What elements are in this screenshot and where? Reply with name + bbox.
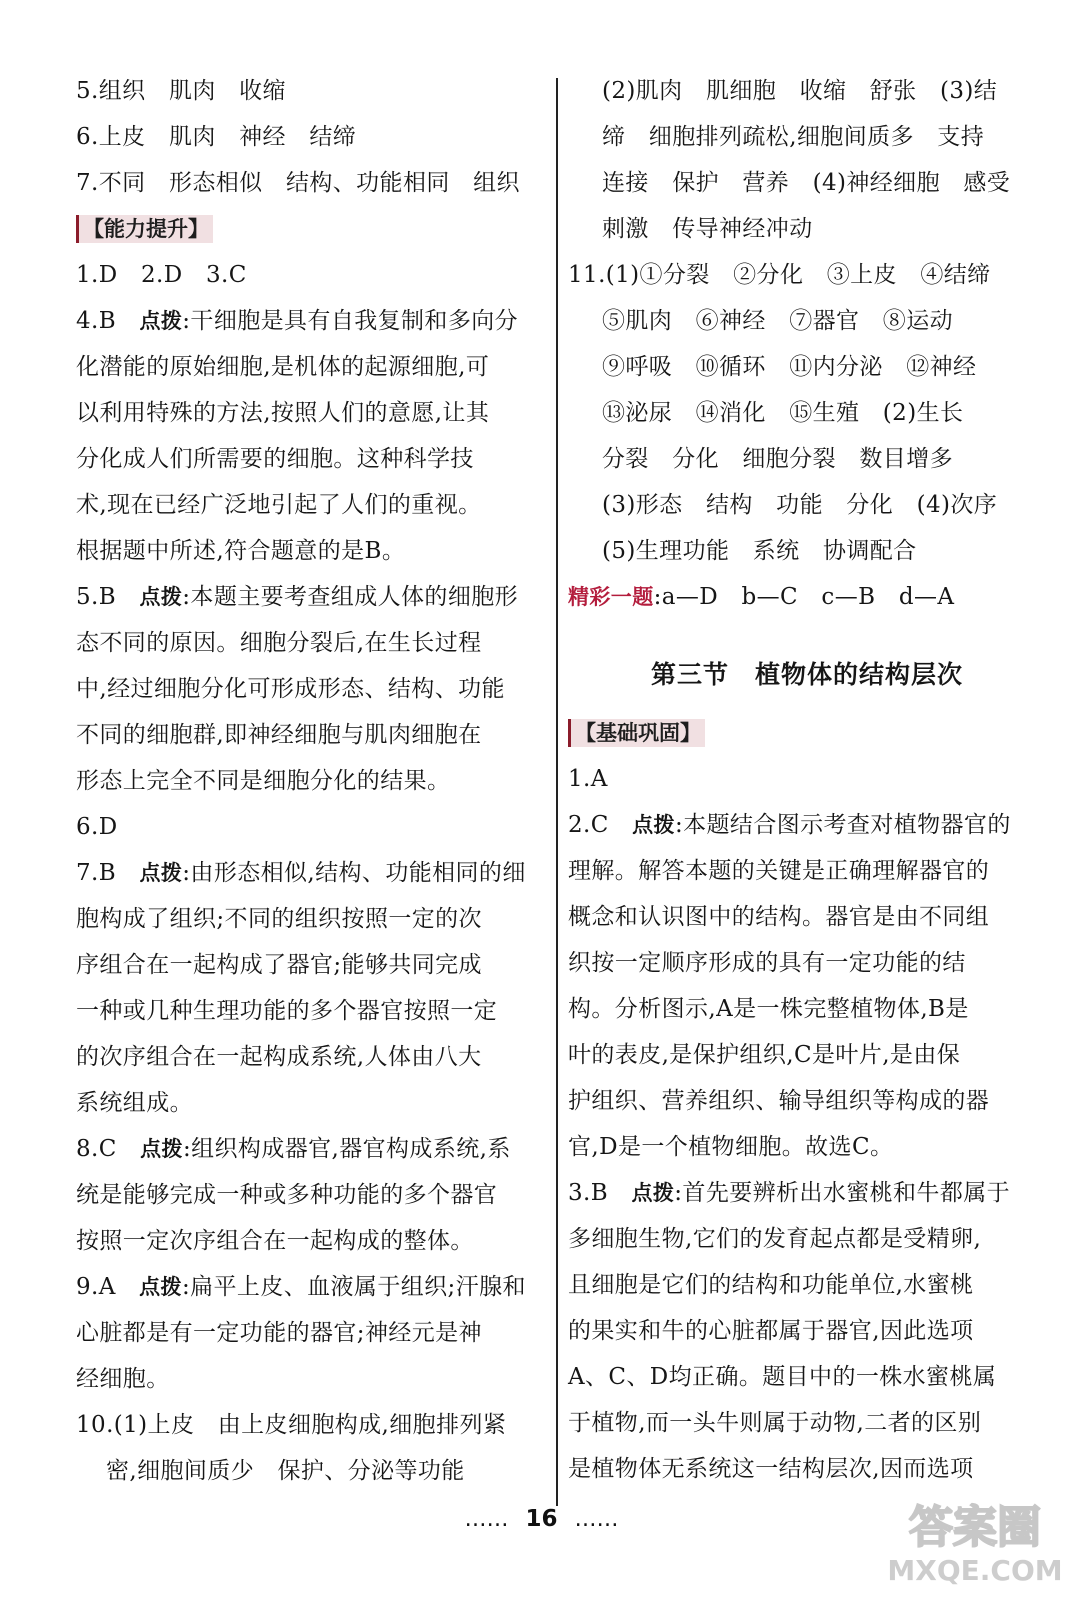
answer-line: 化潜能的原始细胞,是机体的起源细胞,可: [76, 354, 490, 380]
answer-line: 6.D: [76, 814, 118, 840]
answer-line: 按照一定次序组合在一起构成的整体。: [76, 1228, 474, 1254]
answer-line: 形态上完全不同是细胞分化的结果。: [76, 768, 451, 794]
answer-line: 7.不同 形态相似 结构、功能相同 组织: [76, 170, 520, 196]
answer-line: 经细胞。: [76, 1366, 170, 1392]
answer-line: [76, 1126, 546, 1172]
answer-line: 理解。解答本题的关键是正确理解器官的: [568, 858, 990, 884]
answer-line: [76, 850, 546, 896]
answer-line: 根据题中所述,符合题意的是B。: [76, 538, 406, 564]
answer-line: 10.(1)上皮 由上皮细胞构成,细胞排列紧: [76, 1412, 507, 1438]
answer-line: 11.(1)①分裂 ②分化 ③上皮 ④结缔: [568, 262, 991, 288]
line-text: 9.A: [76, 1274, 140, 1300]
line-text: :本题结合图示考查对植物器官的: [674, 812, 1011, 838]
answer-line: 5.组织 肌肉 收缩: [76, 78, 286, 104]
line-text: 5.B: [76, 584, 140, 610]
hint-label: 点拨: [139, 309, 183, 333]
hint-label: 点拨: [631, 1181, 675, 1205]
left-column: [76, 68, 546, 1494]
answer-line: 官,D是一个植物细胞。故选C。: [568, 1134, 894, 1160]
answer-line: [76, 574, 546, 620]
answer-line: 胞构成了组织;不同的组织按照一定的次: [76, 906, 482, 932]
answer-line: 不同的细胞群,即神经细胞与肌肉细胞在: [76, 722, 482, 748]
footer-dots-right: ……: [574, 1507, 619, 1532]
answer-line: 构。分析图示,A是一株完整植物体,B是: [568, 996, 969, 1022]
answer-line: (2)肌肉 肌细胞 收缩 舒张 (3)结: [602, 78, 998, 104]
hint-label: 点拨: [139, 1275, 182, 1299]
hint-label: 点拨: [140, 1137, 183, 1161]
answer-line: 统是能够完成一种或多种功能的多个器官: [76, 1182, 498, 1208]
answer-line: 一种或几种生理功能的多个器官按照一定: [76, 998, 498, 1024]
section-tag: [568, 710, 1046, 756]
answer-line: 的次序组合在一起构成系统,人体由八大: [76, 1044, 482, 1070]
answer-line: 织按一定顺序形成的具有一定功能的结: [568, 950, 966, 976]
answer-line: 中,经过细胞分化可形成形态、结构、功能: [76, 676, 505, 702]
answer-line: 密,细胞间质少 保护、分泌等功能: [106, 1458, 465, 1484]
answer-line: 的果实和牛的心脏都属于器官,因此选项: [568, 1318, 974, 1344]
answer-line: 以利用特殊的方法,按照人们的意愿,让其: [76, 400, 490, 426]
line-text: :组织构成器官,器官构成系统,系: [182, 1136, 511, 1162]
footer-dots-left: ……: [464, 1507, 509, 1532]
watermark-text-top: 答案圈: [909, 1502, 1041, 1553]
answer-line: 叶的表皮,是保护组织,C是叶片,是由保: [568, 1042, 961, 1068]
line-text: 7.B: [76, 860, 140, 886]
answer-line: [76, 298, 546, 344]
section-tag-label: 【能力提升】: [76, 215, 213, 243]
answer-line: 心脏都是有一定功能的器官;神经元是神: [76, 1320, 482, 1346]
answer-line: 是植物体无系统这一结构层次,因而选项: [568, 1456, 974, 1482]
answer-line: 序组合在一起构成了器官;能够共同完成: [76, 952, 482, 978]
answer-line: 1.A: [568, 766, 608, 792]
line-text: :扁平上皮、血液属于组织;汗腺和: [181, 1274, 526, 1300]
hint-label: 点拨: [139, 585, 183, 609]
answer-line: 6.上皮 肌肉 神经 结缔: [76, 124, 357, 150]
answer-line: 态不同的原因。细胞分裂后,在生长过程: [76, 630, 482, 656]
line-text: :a—D b—C c—B d—A: [653, 584, 955, 610]
answer-line: 系统组成。: [76, 1090, 193, 1116]
line-text: :干细胞是具有自我复制和多向分: [182, 308, 519, 334]
answer-line: [568, 802, 1046, 848]
answer-line: 术,现在已经广泛地引起了人们的重视。: [76, 492, 482, 518]
section-tag-label: 【基础巩固】: [568, 719, 705, 747]
highlight-label: 精彩一题: [568, 585, 654, 609]
answer-line: 护组织、营养组织、输导组织等构成的器: [568, 1088, 990, 1114]
answer-line: [76, 1264, 546, 1310]
answer-line: [568, 1170, 1046, 1216]
answer-line: (5)生理功能 系统 协调配合: [602, 538, 917, 564]
hint-label: 点拨: [632, 813, 675, 837]
answer-line: ⑨呼吸 ⑩循环 ⑪内分泌 ⑫神经: [602, 354, 977, 380]
line-text: 8.C: [76, 1136, 141, 1162]
line-text: :由形态相似,结构、功能相同的细: [182, 860, 526, 886]
answer-line: 缔 细胞排列疏松,细胞间质多 支持: [602, 124, 985, 150]
page-number: 16: [525, 1506, 558, 1532]
line-text: 3.B: [568, 1180, 632, 1206]
answer-line: 于植物,而一头牛则属于动物,二者的区别: [568, 1410, 982, 1436]
highlight-line: [568, 574, 1046, 620]
line-text: :首先要辨析出水蜜桃和牛都属于: [674, 1180, 1011, 1206]
answer-line: 分裂 分化 细胞分裂 数目增多: [602, 446, 953, 472]
column-divider: [556, 78, 558, 1506]
watermark-text-bottom: MXQE.COM: [887, 1554, 1063, 1587]
answer-line: 连接 保护 营养 (4)神经细胞 感受: [602, 170, 1011, 196]
line-text: :本题主要考查组成人体的细胞形: [182, 584, 519, 610]
section-tag: [76, 206, 546, 252]
answer-line: 多细胞生物,它们的发育起点都是受精卵,: [568, 1226, 982, 1252]
answer-line: (3)形态 结构 功能 分化 (4)次序: [602, 492, 998, 518]
answer-line: ⑤肌肉 ⑥神经 ⑦器官 ⑧运动: [602, 308, 953, 334]
answer-line: A、C、D均正确。题目中的一株水蜜桃属: [568, 1364, 997, 1390]
hint-label: 点拨: [139, 861, 183, 885]
answer-line: 1.D 2.D 3.C: [76, 262, 247, 288]
answer-line: 刺激 传导神经冲动: [602, 216, 813, 242]
answer-line: ⑬泌尿 ⑭消化 ⑮生殖 (2)生长: [602, 400, 964, 426]
answer-line: 概念和认识图中的结构。器官是由不同组: [568, 904, 990, 930]
section-title: 第三节 植物体的结构层次: [650, 660, 963, 689]
line-text: 4.B: [76, 308, 140, 334]
watermark-logo: [880, 1490, 1070, 1590]
answer-line: 且细胞是它们的结构和功能单位,水蜜桃: [568, 1272, 974, 1298]
right-column: [568, 68, 1046, 1492]
answer-line: 分化成人们所需要的细胞。这种科学技: [76, 446, 474, 472]
line-text: 2.C: [568, 812, 633, 838]
